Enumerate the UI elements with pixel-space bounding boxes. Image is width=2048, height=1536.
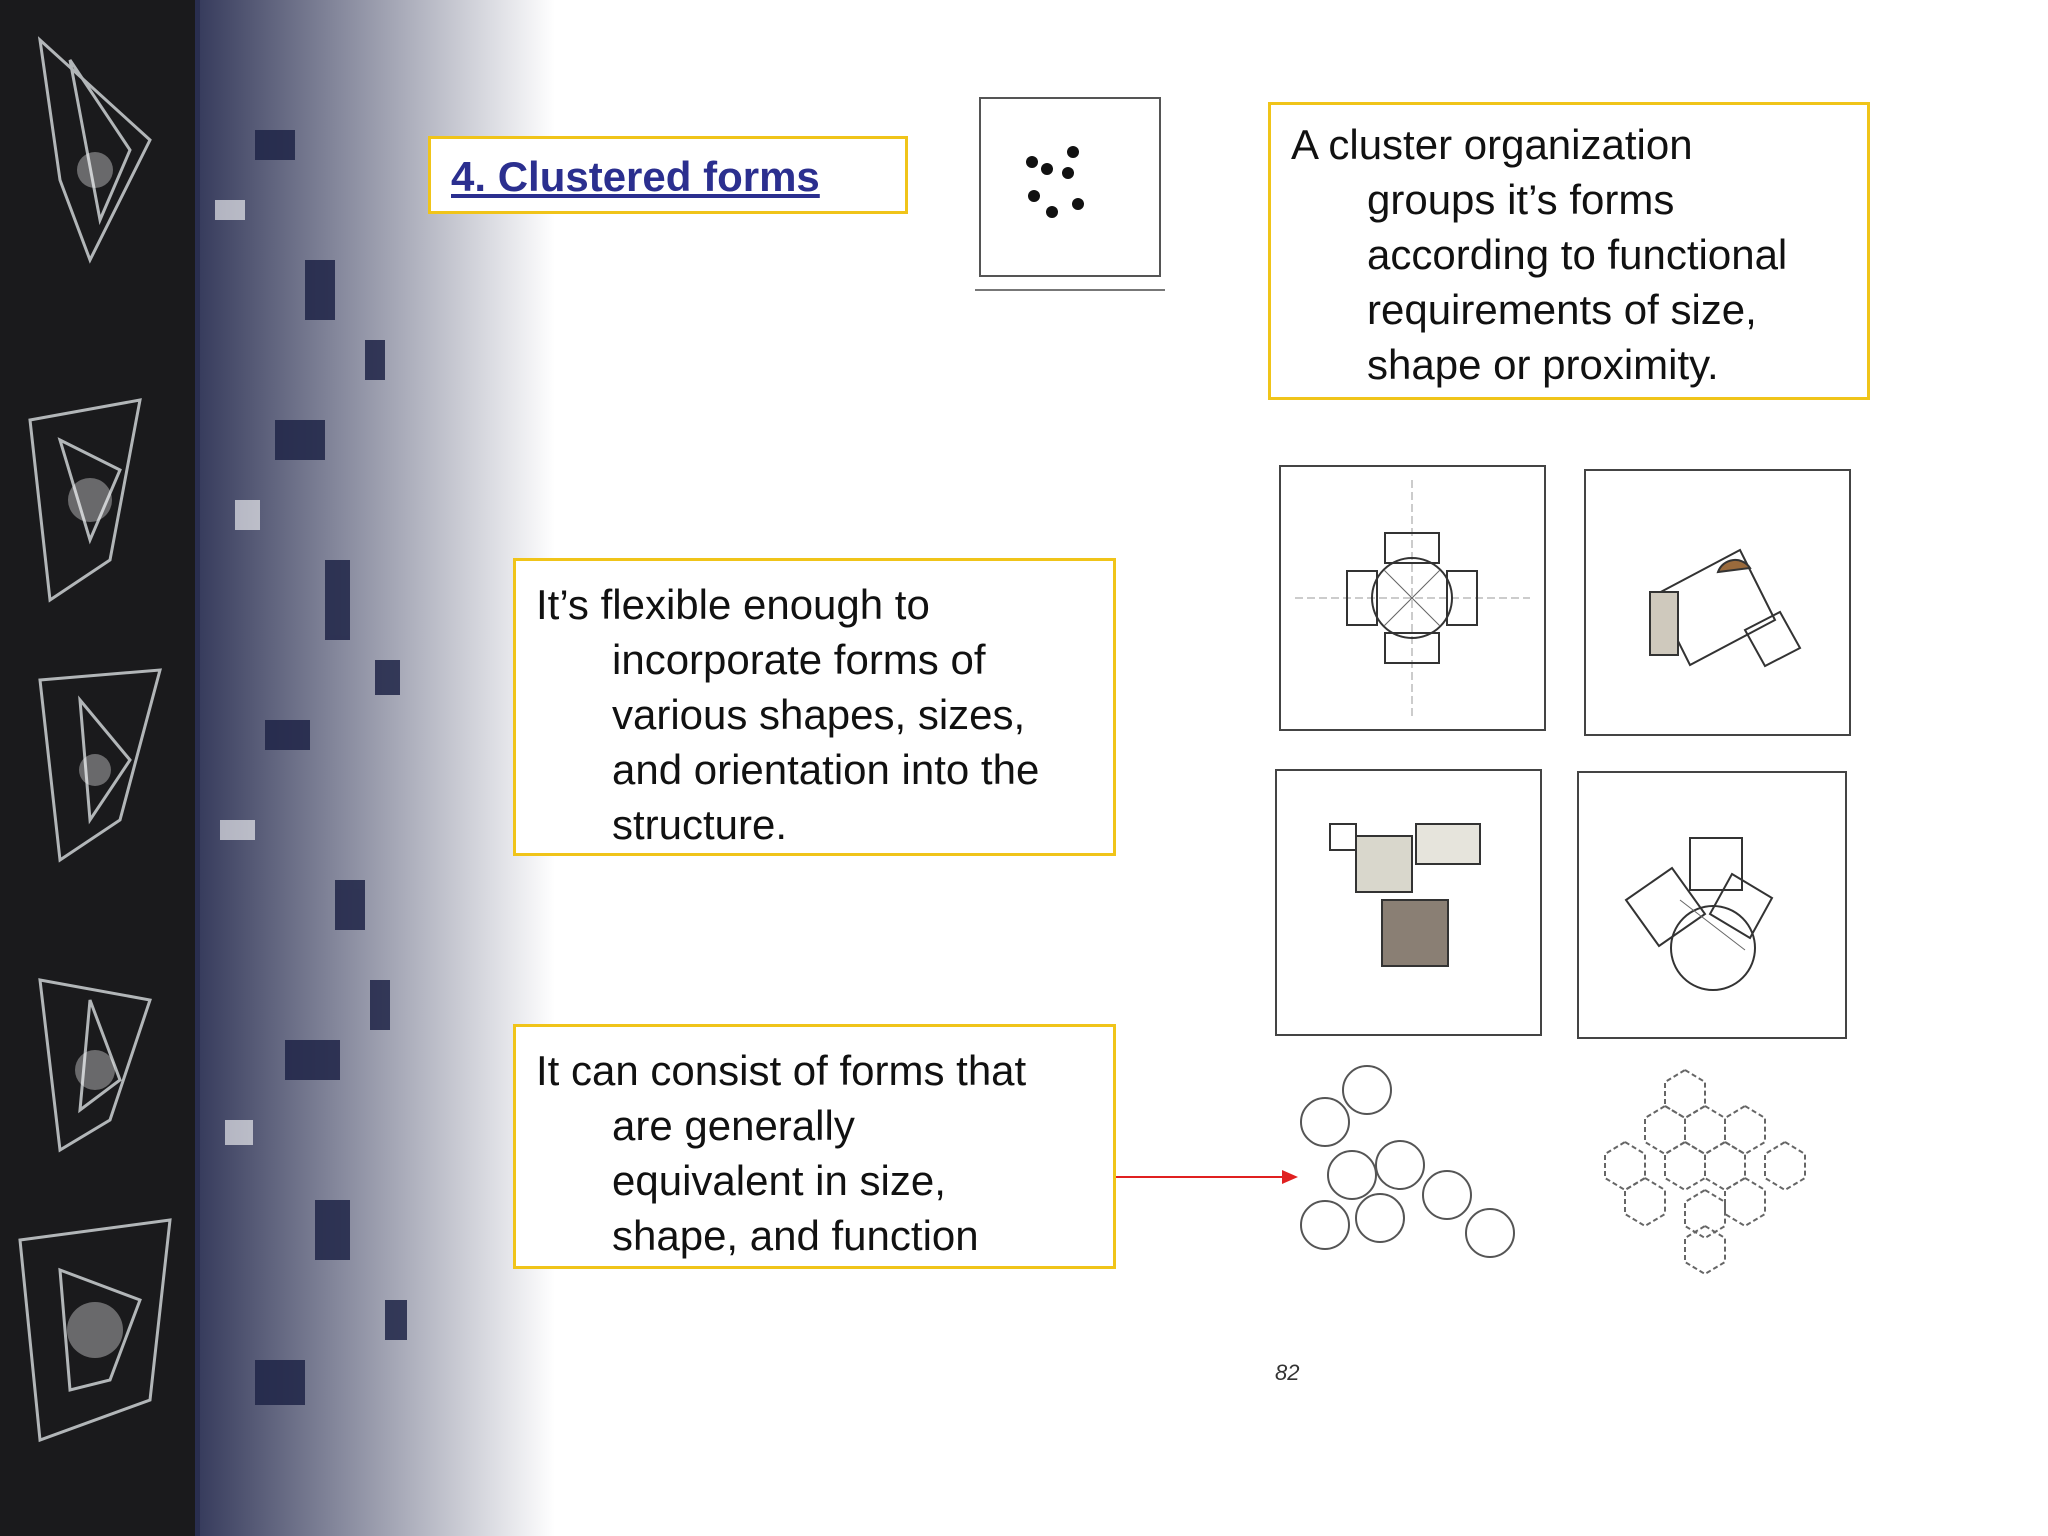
cluster-line-5: shape or proximity.: [1367, 341, 1719, 388]
equivalent-line-2: are generally: [612, 1102, 855, 1149]
radial-cluster-diagram: [1280, 466, 1545, 730]
page-number: 82: [1275, 1360, 1300, 1385]
circle-cluster-diagram: [1301, 1066, 1514, 1257]
hexagon-cluster-diagram: [1605, 1070, 1805, 1274]
cluster-description-box: [1268, 102, 1870, 400]
flexible-line-5: structure.: [612, 801, 788, 848]
equivalent-line-1: It can consist of forms that: [536, 1047, 1027, 1094]
equivalent-line-4: shape, and function: [612, 1212, 979, 1259]
equivalent-description-box: [513, 1024, 1116, 1269]
shaded-squares-diagram: [1276, 770, 1541, 1035]
equivalent-line-3: equivalent in size,: [612, 1157, 946, 1204]
circle-square-cluster-diagram: [1578, 772, 1846, 1038]
flexible-line-2: incorporate forms of: [612, 636, 986, 683]
flexible-line-3: various shapes, sizes,: [612, 691, 1026, 738]
title-link[interactable]: 4. Clustered forms: [451, 153, 820, 200]
flexible-description-box: [513, 558, 1116, 856]
rotated-cluster-diagram: [1585, 470, 1850, 735]
flexible-line-1: It’s flexible enough to: [536, 581, 930, 628]
cluster-dots-diagram: [975, 98, 1165, 290]
flexible-line-4: and orientation into the: [612, 746, 1040, 793]
cluster-line-1: A cluster organization: [1291, 121, 1693, 168]
cluster-line-4: requirements of size,: [1367, 286, 1757, 333]
cluster-line-2: groups it’s forms: [1367, 176, 1675, 223]
cluster-line-3: according to functional: [1367, 231, 1788, 278]
